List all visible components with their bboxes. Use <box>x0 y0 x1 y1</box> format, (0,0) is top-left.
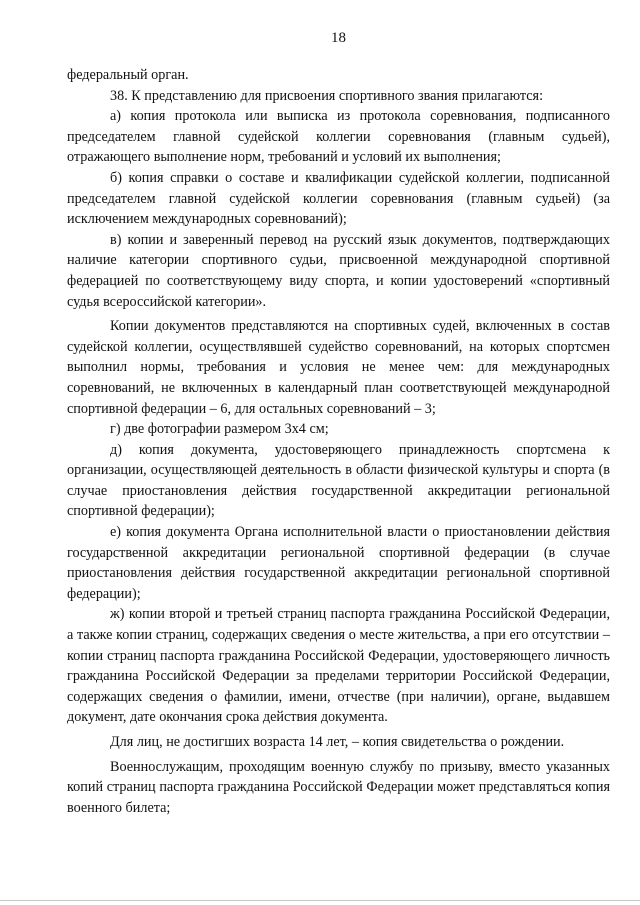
page-number: 18 <box>331 30 346 46</box>
paragraph-military: Военнослужащим, проходящим военную службу по призыву, вместо указанных копий страниц паспорта гражданина Российской Федерации может представляться копия военного билета; <box>67 758 610 816</box>
paragraph-subitem-v: в) копии и заверенный перевод на русский язык документов, подтверждающих наличие категории спортивного судьи, присвоенной международной спортивной федерацией по соответствующему виду спорта, и копии удостоверений «спортивный судья всероссийской категории». <box>67 231 610 310</box>
paragraph-continuation: федеральный орган. <box>67 67 189 83</box>
paragraph-item-38: 38. К представлению для присвоения спортивного звания прилагаются: <box>110 87 544 104</box>
paragraph-subitem-g: г) две фотографии размером 3х4 см; <box>110 421 329 438</box>
page-bottom-edge <box>0 900 640 901</box>
paragraph-subitem-b: б) копия справки о составе и квалификации судейской коллегии, подписанной председателем главной судейской коллегии соревнования (главным судьей) (за исключением международных соревнований); <box>67 169 610 228</box>
paragraph-subitem-zh: ж) копии второй и третьей страниц паспорта гражданина Российской Федерации, а также копии страниц, содержащих сведения о месте жительства, а при его отсутствии – копии страниц паспорта гражданина Российской Федерации, удостоверяющего личность гражданина Российской Федерации за пределами территории Российской Федерации, содержащих сведения о фамилии, имени, отчестве (при наличии), органе, выдавшем документ, дате окончания срока действия документа. <box>67 606 610 726</box>
paragraph-subitem-d: д) копия документа, удостоверяющего принадлежность спортсмена к организации, осуществляющей деятельность в области физической культуры и спорта (в случае приостановления действия государственной аккредитации региональной спортивной федерации); <box>67 441 610 520</box>
paragraph-under-14: Для лиц, не достигших возраста 14 лет, – копия свидетельства о рождении. <box>110 734 565 750</box>
paragraph-subitem-e: е) копия документа Органа исполнительной власти о приостановлении действия государственной аккредитации региональной спортивной федерации (в случае приостановления действия государственной аккредитации региональной спортивной федерации); <box>67 524 610 602</box>
paragraph-judges-copies: Копии документов представляются на спортивных судей, включенных в состав судейской коллегии, осуществлявшей судейство соревнований, на которых спортсмен выполнил нормы, требования и условия не менее чем: для международных соревнований, не включенных в календарный план соответствующей международной спортивной федерации – 6, для остальных соревнований – 3; <box>67 318 610 417</box>
paragraph-subitem-a: а) копия протокола или выписка из протокола соревнования, подписанного председателем главной судейской коллегии соревнования (главным судьей), отражающего выполнение норм, требований и условий их выполнения; <box>67 108 610 166</box>
